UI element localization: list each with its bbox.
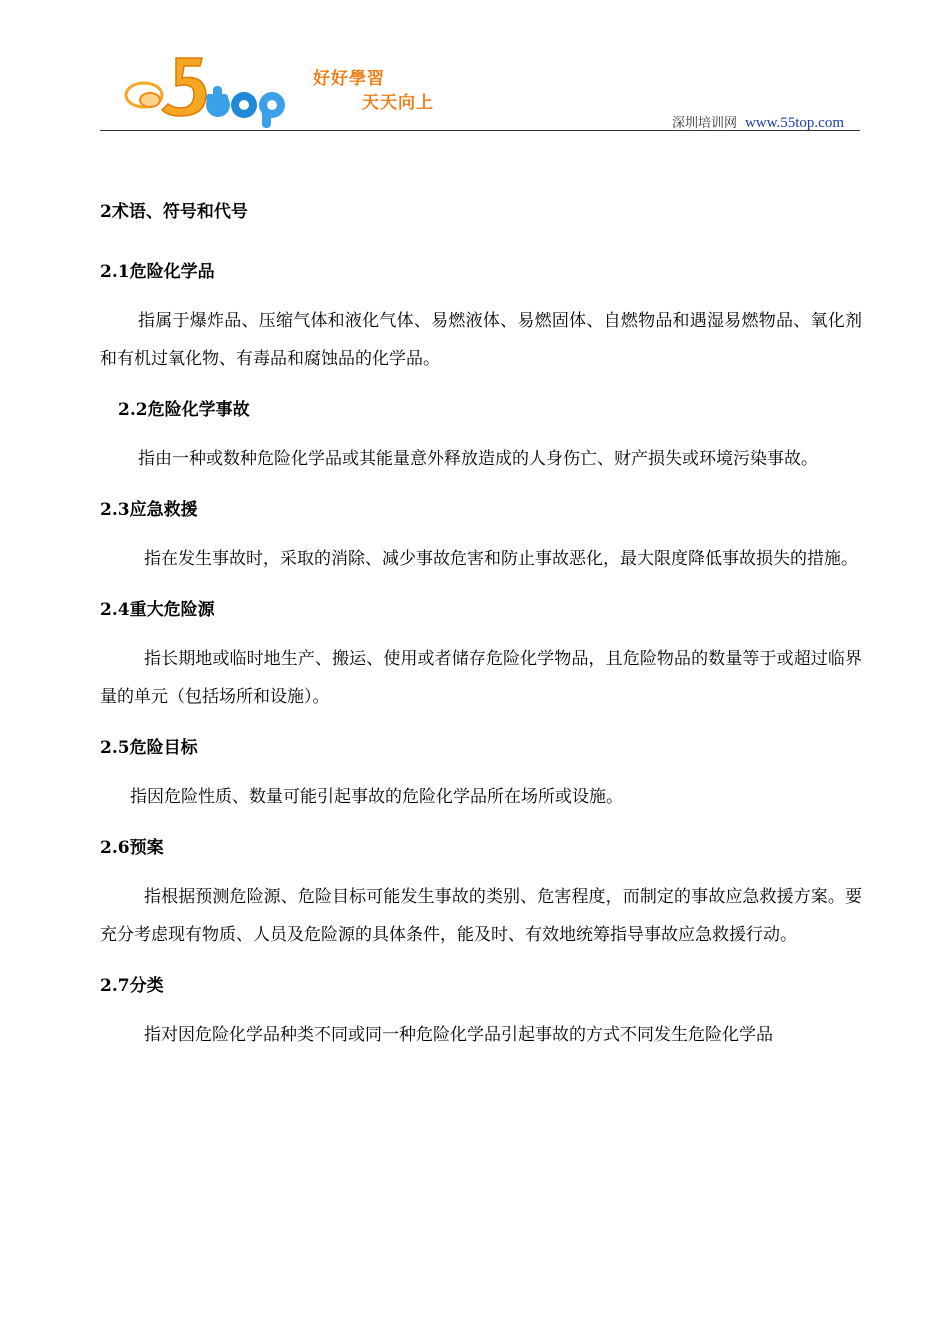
site-url-link[interactable]: www.55top.com [744,115,844,131]
site-label: 深圳培训网 [671,116,737,131]
page-header [100,50,860,132]
slogan-line-1: 好好學習 [313,69,385,89]
section-text: 指根据预测危险源、危险目标可能发生事故的类别、危害程度，而制定的事故应急救援方案。要充分考虑现有物质、人员及危险源的具体条件，能及时、有效地统筹指导事故应急救援行动。 [100,887,862,945]
section-text: 指由一种或数种危险化学品或其能量意外释放造成的人身伤亡、财产损失或环境污染事故。 [138,449,818,469]
section-heading: 2.3应急救援 [100,500,198,520]
header-divider [100,130,860,131]
section-text: 指在发生事故时，采取的消除、减少事故危害和防止事故恶化，最大限度降低事故损失的措施。 [144,549,858,569]
slogan-line-2: 天天向上 [362,93,434,113]
section-heading: 2术语、符号和代号 [100,202,248,222]
section-text: 指长期地或临时地生产、搬运、使用或者储存危险化学物品，且危险物品的数量等于或超过临界量的单元（包括场所和设施）。 [100,649,862,707]
55top-logo [114,50,354,130]
document-body [100,190,862,1054]
section-text: 指属于爆炸品、压缩气体和液化气体、易燃液体、易燃固体、自燃物品和遇湿易燃物品、氧化剂和有机过氧化物、有毒品和腐蚀品的化学品。 [100,311,862,369]
section-heading: 2.5危险目标 [100,738,198,758]
section-heading: 2.4重大危险源 [100,600,215,620]
section-heading: 2.1危险化学品 [100,262,215,282]
section-heading: 2.2危险化学事故 [118,400,250,420]
section-text: 指因危险性质、数量可能引起事故的危险化学品所在场所或设施。 [130,787,623,807]
site-info [672,112,844,132]
section-text: 指对因危险化学品种类不同或同一种危险化学品引起事故的方式不同发生危险化学品 [144,1025,773,1045]
section-heading: 2.7分类 [100,976,164,996]
section-heading: 2.6预案 [100,838,164,858]
